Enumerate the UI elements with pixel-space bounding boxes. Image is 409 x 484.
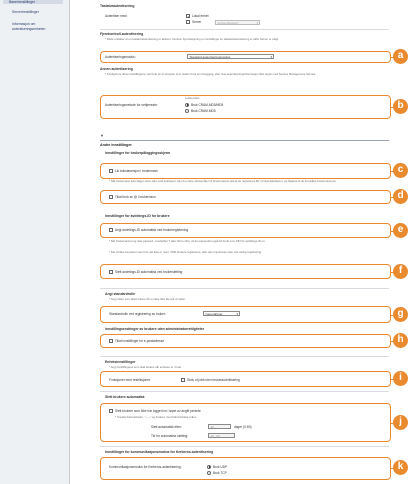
chevron-down-icon: ▾ (270, 55, 272, 59)
default-role-note: * Angi rollen som skal brukes når en ikke ikke ble tatt ut rollen. (109, 297, 186, 301)
main-content (72, 0, 389, 484)
divider (100, 356, 389, 357)
callout-marker-c: c (393, 163, 408, 178)
callout-marker-a: a (393, 49, 408, 64)
case-username-note: * Når brukernavn ikke følger store eller små bokstaver, kan du endre skrivemåten til brukernavnet slik at de registreres likt i brukerdatabasen, og tilpasse til de foreslåtte brukernavnene. (109, 179, 337, 183)
delete-after-label: Slett automatisk etter: (151, 425, 182, 429)
cram-md5-radio[interactable] (185, 109, 189, 113)
allow-at-label: Tillat bruk av @ i brukernavn (115, 195, 156, 199)
callout-marker-g: g (393, 307, 408, 322)
default-role-heading: Angi standardrolle (105, 292, 135, 296)
divider (100, 288, 389, 289)
callout-marker-h: h (393, 333, 408, 348)
server-label: Server (192, 20, 202, 24)
callout-marker-f: f (393, 264, 408, 279)
dept-id-heading: Innstillinger for avdelings-ID for brukere (105, 214, 170, 218)
chevron-down-icon: ▾ (236, 312, 238, 316)
local-device-label: Lokal enhet (192, 14, 209, 18)
print-without-auth-checkbox[interactable] (181, 378, 185, 382)
divider (100, 29, 389, 30)
allow-email-checkbox[interactable] (109, 339, 113, 343)
delete-time-input[interactable]: 00 : 00 (208, 433, 235, 438)
callout-marker-j: j (393, 415, 408, 430)
remote-auth-heading: Fjernkontroll-autentisering (100, 32, 144, 36)
case-username-label: Lik bokstaversjon i brukernavn (115, 169, 159, 173)
delete-time-label: Tid for automatisk sletting: (151, 434, 189, 438)
keyboard-auth-heading: Tastaturautentisering (100, 4, 135, 8)
delete-dept-id-label: Slett avdelings-ID automatisk ved brukersletting (115, 270, 183, 274)
callout-marker-k: k (393, 460, 408, 475)
other-settings-heading: Andre innstillinger (100, 143, 132, 147)
auto-delete-label: Slett brukere som ikke har logget inn i løpet av angitt periode (115, 409, 201, 413)
auth-mode-select[interactable] (187, 54, 274, 59)
nonadmin-heading: Innstillingsendringer av brukere uten administratorrettigheter (105, 327, 205, 331)
restricted-functions-label: Funksjoner med restriksjoner: (109, 378, 151, 382)
other-auth-heading: Annen autentisering (100, 67, 133, 71)
server-checkbox[interactable] (186, 20, 190, 24)
server-type-value: Active Directory (217, 20, 239, 25)
auto-dept-id-label: Angi avdelings-ID automatisk ved brukerregistrering (115, 228, 189, 232)
delete-dept-id-checkbox[interactable] (109, 270, 113, 274)
chevron-down-icon: ▾ (256, 20, 258, 25)
allow-at-checkbox[interactable] (109, 195, 113, 199)
dept-id-note-1: * Når brukernavnet og dets passord, inneholder 7 eller færre sifre, vil det passordet også bli brukt som PIN for avdelings-ID en. (109, 239, 266, 243)
kerberos-udp-label: Bruk UDP (213, 465, 228, 469)
case-username-checkbox[interactable] (109, 169, 113, 173)
sidebar-item-info-2[interactable]: autentiseringsenheten (12, 27, 46, 31)
net-caption: Lokal enhet (185, 96, 200, 100)
print-without-auth-label: Skriv ut jobb uten brukerautentisering (187, 378, 240, 382)
days-unit-label: dager (0-80) (234, 425, 252, 429)
remote-auth-note: * Dette erstatter an et tastaturautentisering er aktivert. Dersom Fjernbetjening en innstillinger en tastaturautentisering er aktiv Server er valgt. (105, 37, 279, 41)
auth-with-label: Autentiser med: (105, 14, 128, 18)
default-role-select[interactable] (203, 311, 240, 316)
auto-delete-checkbox[interactable] (109, 409, 113, 413)
divider (100, 391, 389, 392)
auto-delete-note: * Unntatt Administrator, "-----" og brukere med Administrator-rollen. (115, 415, 198, 419)
default-role-value: GeneralUser (205, 312, 223, 316)
cram-md5-md5-radio[interactable] (185, 103, 189, 107)
default-role-label: Standardrolle ved registrering av bruker: (109, 312, 166, 316)
kerberos-heading: Innstillinger for kommunikasjonsmodus for Kerberos-autentisering (105, 450, 214, 454)
cram-md5-label: Bruk CRAM-MD5 (191, 109, 216, 113)
collapse-triangle-icon[interactable]: ▼ (100, 133, 104, 138)
callout-box-b (100, 95, 391, 119)
server-type-select[interactable] (215, 20, 260, 25)
login-screen-heading: Innstillinger for brukerpåloggingsskjerm (105, 151, 171, 155)
local-device-checkbox[interactable] (186, 14, 190, 18)
allow-email-label: Tillat innstillinger for e-postadresse (115, 339, 165, 343)
callout-marker-d: d (393, 189, 408, 204)
sidebar (0, 0, 70, 484)
other-auth-note: * Konfigurere disse innstillingene ved bruk av et program som støtter bruk av innlogging, eller hvis autentiseringsinformasjon ikke angis med Service Management Service. (105, 72, 317, 76)
net-method-label: Autentiseringsmetode for nettjeneste: (105, 103, 158, 107)
auto-dept-id-checkbox[interactable] (109, 228, 113, 232)
kerberos-tcp-label: Bruk TCP (213, 471, 227, 475)
sidebar-item-banner[interactable]: Banerinnstillinger (9, 0, 36, 4)
kerberos-udp-radio[interactable] (207, 465, 211, 469)
device-settings-heading: Enhetsinnstillinger (105, 360, 136, 364)
callout-marker-e: e (393, 223, 408, 238)
divider (100, 446, 389, 447)
sidebar-item-server[interactable]: Serverinnstillinger (12, 10, 39, 14)
auth-mode-label: Autentiseringsmodus: (105, 55, 136, 59)
auto-delete-heading: Slett brukere automatisk (105, 395, 145, 399)
callout-marker-b: b (393, 99, 408, 114)
section-divider (100, 140, 389, 141)
kerberos-tcp-radio[interactable] (207, 471, 211, 475)
auth-mode-value: Standard autentiseringsmodus (189, 55, 231, 59)
delete-after-days-input[interactable]: 30 (208, 424, 231, 429)
cram-md5-md5-label: Bruk CRAM-MD5/MD5 (191, 103, 224, 107)
dept-id-note-2: * Det vil ikke benyttes noen hvis det ikke er noen 7000 brukere registreres, eller den importeres etter ved vanlig registrering. (109, 250, 262, 254)
callout-marker-i: i (393, 371, 408, 386)
sidebar-item-info[interactable]: Informasjon om (12, 22, 36, 26)
device-settings-note: * Angi innstillingene som skal brukes når enheten er i bruk. (109, 365, 182, 369)
kerberos-mode-label: Kommunikasjonsmodus for Kerberos-autentisering: (109, 465, 182, 469)
